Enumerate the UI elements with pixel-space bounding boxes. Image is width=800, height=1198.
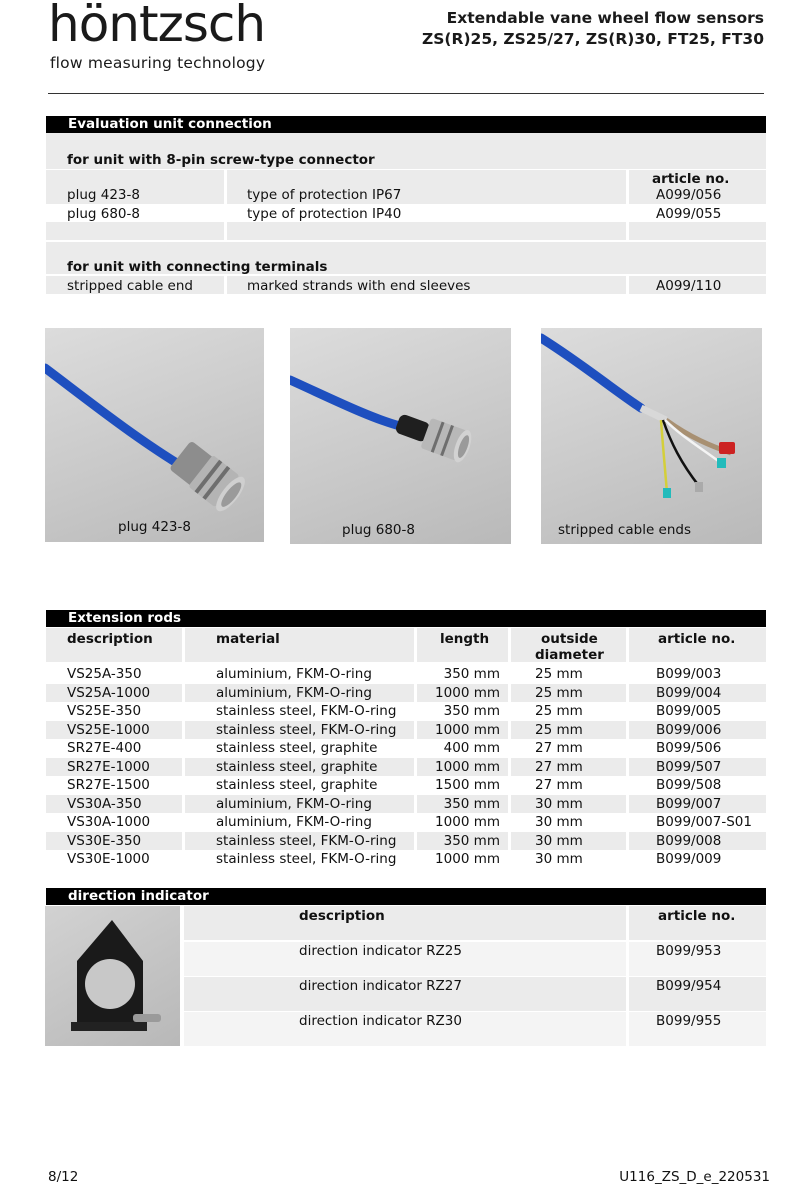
plug-423-8-image — [45, 328, 264, 542]
col-divider — [508, 702, 511, 720]
rod-article: B099/006 — [656, 721, 722, 738]
rod-material: stainless steel, FKM-O-ring — [216, 851, 397, 867]
rod-outside-diameter: 30 mm — [535, 814, 583, 830]
conn-row-1-article: A099/056 — [656, 187, 722, 203]
conn-row-1-desc: type of protection IP67 — [247, 187, 402, 203]
rod-article: B099/008 — [656, 832, 722, 849]
conn-row-3-desc: marked strands with end sleeves — [247, 278, 471, 294]
rod-article: B099/506 — [656, 740, 722, 756]
photo-caption-2: plug 680-8 — [342, 522, 415, 538]
rods-section-title: Extension rods — [68, 610, 182, 626]
plug-680-8-image — [290, 328, 511, 544]
col-divider — [626, 776, 629, 794]
group2-title: for unit with connecting terminals — [67, 259, 328, 275]
direction-row-3-article: B099/955 — [656, 1013, 722, 1029]
col-divider — [508, 776, 511, 794]
direction-row-3-desc: direction indicator RZ30 — [299, 1013, 462, 1029]
evaluation-section-title: Evaluation unit connection — [68, 116, 272, 132]
rod-article: B099/009 — [656, 851, 722, 867]
conn-row-2-article: A099/055 — [656, 206, 722, 222]
rod-length: 1500 mm — [435, 777, 500, 793]
rod-outside-diameter: 30 mm — [535, 795, 583, 812]
evaluation-section-bar — [46, 116, 766, 133]
rod-description: VS25A-350 — [67, 666, 142, 682]
col-divider — [182, 684, 185, 702]
rod-length: 1000 mm — [435, 814, 500, 830]
direction-section-bar — [46, 888, 766, 905]
conn-row-1-name: plug 423-8 — [67, 187, 140, 203]
col-divider — [414, 776, 417, 794]
conn-row-2-desc: type of protection IP40 — [247, 206, 402, 222]
col-divider — [626, 739, 629, 757]
col-divider — [508, 721, 511, 739]
col-divider — [508, 832, 511, 850]
rod-length: 350 mm — [443, 703, 500, 719]
rod-article: B099/005 — [656, 703, 722, 719]
col-divider — [626, 702, 629, 720]
direction-indicator-image — [45, 906, 180, 1046]
col-divider — [508, 628, 511, 662]
rod-material: stainless steel, FKM-O-ring — [216, 703, 397, 719]
rod-length: 1000 mm — [435, 758, 500, 775]
col-divider — [626, 628, 629, 662]
rod-length: 350 mm — [443, 795, 500, 812]
rod-material: stainless steel, graphite — [216, 777, 378, 793]
rod-material: aluminium, FKM-O-ring — [216, 684, 372, 701]
col-divider — [626, 795, 629, 813]
rod-description: SR27E-1500 — [67, 777, 150, 793]
col-divider — [182, 832, 185, 850]
rod-outside-diameter: 30 mm — [535, 851, 583, 867]
rod-description: VS25E-1000 — [67, 721, 150, 738]
table-row — [46, 702, 766, 720]
col-divider — [626, 850, 629, 868]
col-divider — [626, 170, 629, 240]
col-divider — [414, 739, 417, 757]
col-divider — [508, 684, 511, 702]
rod-article: B099/004 — [656, 684, 722, 701]
col-divider — [182, 850, 185, 868]
table-row — [46, 684, 766, 702]
header-divider — [48, 93, 764, 94]
col-divider — [414, 721, 417, 739]
rod-article: B099/508 — [656, 777, 722, 793]
document-title — [422, 8, 764, 50]
table-row — [46, 739, 766, 757]
rod-description: VS30E-350 — [67, 832, 142, 849]
col-divider — [626, 276, 629, 294]
col-divider — [414, 684, 417, 702]
table-row — [46, 758, 766, 776]
empty-row-bg — [46, 222, 766, 240]
rod-length: 350 mm — [443, 666, 500, 682]
direction-row-2-desc: direction indicator RZ27 — [299, 978, 462, 994]
document-title-line2: ZS(R)25, ZS25/27, ZS(R)30, FT25, FT30 — [422, 30, 764, 48]
col-divider — [224, 170, 227, 240]
conn-row-3-name: stripped cable end — [67, 278, 193, 294]
col-divider — [508, 813, 511, 831]
rod-description: VS30A-350 — [67, 795, 142, 812]
col-divider — [224, 276, 227, 294]
rod-outside-diameter: 25 mm — [535, 721, 583, 738]
col-divider — [626, 906, 629, 1046]
col-divider — [182, 739, 185, 757]
conn-row-2-name: plug 680-8 — [67, 206, 140, 222]
table-row — [46, 795, 766, 813]
col-divider — [508, 850, 511, 868]
direction-indicator-photo — [45, 906, 180, 1046]
col-divider — [182, 776, 185, 794]
rod-outside-diameter: 25 mm — [535, 666, 583, 682]
rods-section-bar — [46, 610, 766, 627]
col-divider — [414, 795, 417, 813]
col-divider — [508, 795, 511, 813]
photo-caption-3: stripped cable ends — [558, 522, 692, 538]
col-divider — [508, 665, 511, 683]
direction-section-title: direction indicator — [68, 888, 209, 904]
direction-row-2-article: B099/954 — [656, 978, 722, 994]
col-divider — [182, 665, 185, 683]
col-divider — [414, 850, 417, 868]
table-row — [46, 665, 766, 683]
rod-outside-diameter: 25 mm — [535, 684, 583, 701]
rod-article: B099/003 — [656, 666, 722, 682]
col-divider — [182, 721, 185, 739]
direction-row-1-desc: direction indicator RZ25 — [299, 943, 462, 959]
conn-row-3-article: A099/110 — [656, 278, 722, 294]
group1-title: for unit with 8-pin screw-type connector — [67, 152, 375, 168]
rods-header-diameter: diameter — [535, 647, 604, 663]
rod-description: VS30E-1000 — [67, 851, 150, 867]
rods-header-outside: outside — [541, 631, 598, 647]
photo-caption-1: plug 423-8 — [118, 519, 191, 535]
col-divider — [626, 832, 629, 850]
rod-material: stainless steel, graphite — [216, 740, 378, 756]
col-divider — [182, 702, 185, 720]
page-number: 8/12 — [48, 1169, 79, 1185]
table-row — [46, 721, 766, 739]
col-divider — [182, 628, 185, 662]
stripped-cable-image — [541, 328, 762, 544]
photo-stripped-cable — [541, 328, 762, 544]
col-divider — [626, 758, 629, 776]
col-divider — [626, 813, 629, 831]
rod-outside-diameter: 27 mm — [535, 740, 583, 756]
rod-length: 400 mm — [443, 740, 500, 756]
rod-material: stainless steel, FKM-O-ring — [216, 721, 397, 738]
rods-header-length: length — [440, 631, 490, 647]
rods-header-article: article no. — [658, 631, 736, 647]
col-divider — [414, 813, 417, 831]
rod-material: aluminium, FKM-O-ring — [216, 795, 372, 812]
rods-header-description: description — [67, 631, 153, 647]
rod-description: SR27E-1000 — [67, 758, 150, 775]
table-row — [46, 850, 766, 868]
rod-length: 1000 mm — [435, 684, 500, 701]
rod-material: aluminium, FKM-O-ring — [216, 814, 372, 830]
document-title-line1: Extendable vane wheel flow sensors — [446, 9, 764, 27]
rods-header-material: material — [216, 631, 280, 647]
photo-plug-680-8 — [290, 328, 511, 544]
company-logo: höntzsch — [48, 0, 266, 53]
rod-outside-diameter: 25 mm — [535, 703, 583, 719]
col-divider — [182, 795, 185, 813]
direction-row-1-article: B099/953 — [656, 943, 722, 959]
col-divider — [626, 721, 629, 739]
col-divider — [182, 758, 185, 776]
table-row — [46, 813, 766, 831]
col-divider — [414, 702, 417, 720]
rod-outside-diameter: 27 mm — [535, 777, 583, 793]
rod-length: 1000 mm — [435, 851, 500, 867]
rod-description: VS25E-350 — [67, 703, 142, 719]
rod-article: B099/507 — [656, 758, 722, 775]
rod-material: stainless steel, FKM-O-ring — [216, 832, 397, 849]
rod-article: B099/007 — [656, 795, 722, 812]
document-id: U116_ZS_D_e_220531 — [619, 1169, 770, 1185]
col-divider — [414, 628, 417, 662]
rod-description: SR27E-400 — [67, 740, 142, 756]
col-divider — [414, 665, 417, 683]
photo-plug-423-8 — [45, 328, 264, 542]
rod-length: 350 mm — [443, 832, 500, 849]
table-row — [46, 776, 766, 794]
col-divider — [626, 665, 629, 683]
col-divider — [414, 758, 417, 776]
col-divider — [626, 684, 629, 702]
rod-outside-diameter: 30 mm — [535, 832, 583, 849]
col-divider — [508, 758, 511, 776]
direction-header-description: description — [299, 908, 385, 924]
rod-description: VS30A-1000 — [67, 814, 151, 830]
company-tagline: flow measuring technology — [50, 54, 266, 72]
table-row — [46, 832, 766, 850]
rod-description: VS25A-1000 — [67, 684, 151, 701]
rod-outside-diameter: 27 mm — [535, 758, 583, 775]
col-divider — [182, 813, 185, 831]
article-column-header: article no. — [652, 171, 730, 187]
rod-material: stainless steel, graphite — [216, 758, 378, 775]
direction-header-article: article no. — [658, 908, 736, 924]
rod-material: aluminium, FKM-O-ring — [216, 666, 372, 682]
rod-length: 1000 mm — [435, 721, 500, 738]
col-divider — [508, 739, 511, 757]
col-divider — [414, 832, 417, 850]
rod-article: B099/007-S01 — [656, 814, 752, 830]
